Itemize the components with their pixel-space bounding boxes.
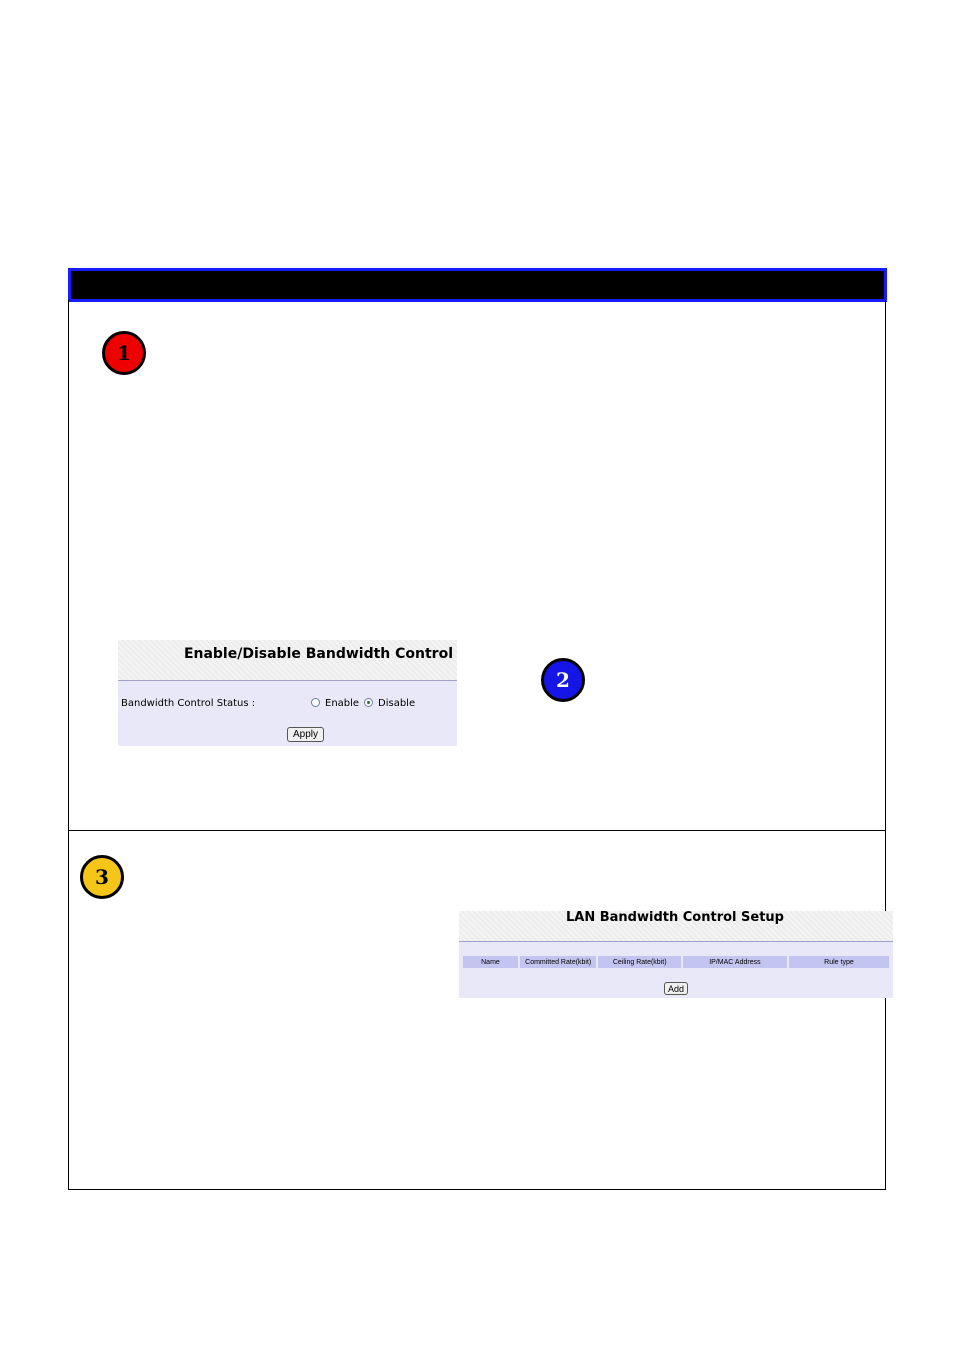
enable-radio[interactable] [311, 698, 320, 707]
disable-radio[interactable] [364, 698, 373, 707]
step-box-1 [68, 300, 886, 831]
panel-title: LAN Bandwidth Control Setup [566, 910, 784, 925]
step-box-2 [68, 830, 886, 1190]
disable-radio-label[interactable]: Disable [378, 698, 416, 709]
status-label: Bandwidth Control Status : [121, 698, 256, 709]
column-header-ip-mac-address: IP/MAC Address [683, 956, 789, 968]
step-2-badge: 2 [541, 658, 585, 702]
table-header-row [463, 956, 889, 968]
panel-title-strip [118, 640, 457, 681]
column-header-rule-type: Rule type [789, 956, 889, 968]
enable-radio-label[interactable]: Enable [325, 698, 360, 709]
step-1-badge: 1 [102, 331, 146, 375]
section-header-bar [68, 268, 887, 302]
panel-title: Enable/Disable Bandwidth Control [183, 646, 453, 662]
bandwidth-control-panel [118, 640, 457, 746]
column-header-ceiling-rate: Ceiling Rate(kbit) [598, 956, 682, 968]
step-3-badge: 3 [80, 855, 124, 899]
column-header-committed-rate: Committed Rate(kbit) [520, 956, 599, 968]
apply-button[interactable]: Apply [287, 727, 324, 742]
lan-bandwidth-setup-panel [459, 911, 893, 998]
column-header-name: Name [463, 956, 520, 968]
add-button[interactable]: Add [664, 982, 688, 995]
panel-title-strip [459, 911, 893, 942]
